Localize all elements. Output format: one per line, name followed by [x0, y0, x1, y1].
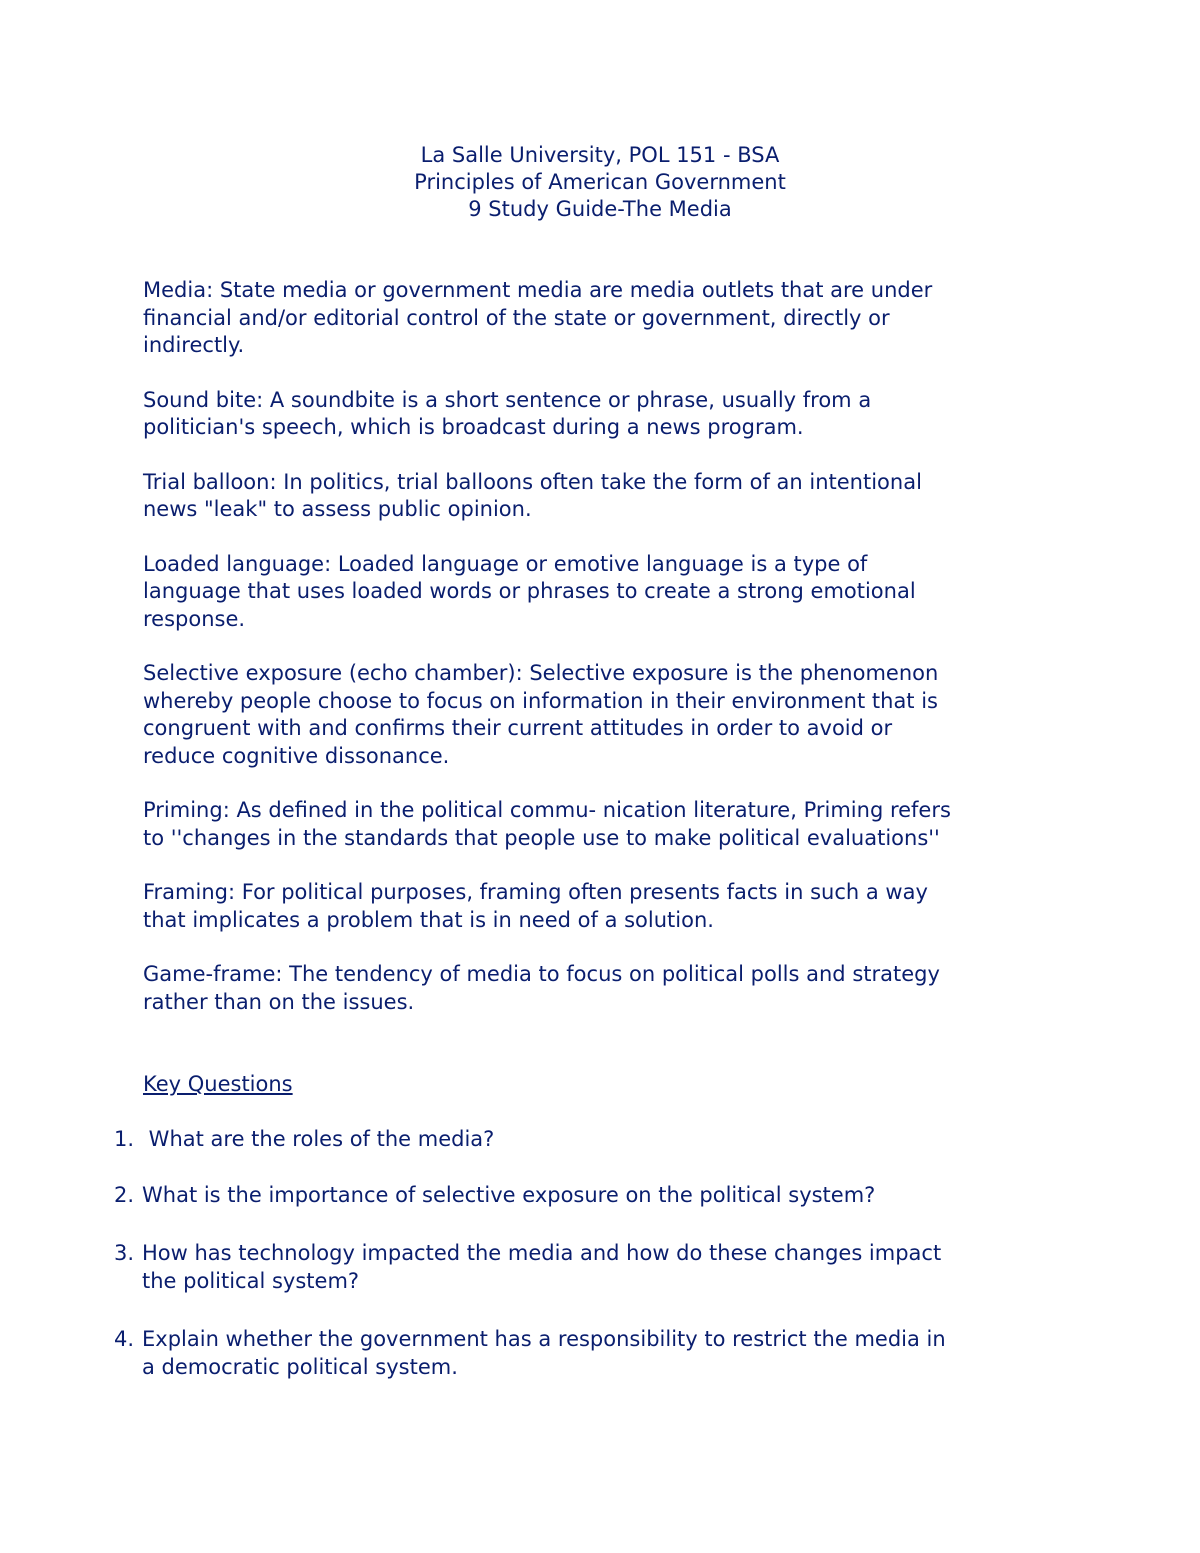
definition-line: that implicates a problem that is in need of a solution.: [143, 907, 714, 932]
definition-game-frame: [143, 961, 1063, 1016]
question-number: 2.: [114, 1182, 135, 1207]
header-university: La Salle University, POL 151 - BSA: [420, 143, 780, 167]
question-text: a democratic political system.: [142, 1354, 458, 1379]
definition-line: Selective exposure (echo chamber): Selective exposure is the phenomenon: [143, 661, 939, 685]
definition-priming: [143, 797, 1063, 852]
header-course-title: Principles of American Government: [414, 170, 786, 194]
question-item: [114, 1326, 1074, 1381]
question-number: 3.: [114, 1241, 135, 1265]
definition-sound-bite: [143, 387, 1063, 442]
definition-line: indirectly.: [143, 333, 245, 357]
definition-line: rather than on the issues.: [143, 989, 415, 1014]
key-questions-list: [114, 1126, 1074, 1381]
definition-line: Priming: As defined in the political commu- nication literature, Priming refers: [143, 798, 951, 822]
definition-line: response.: [143, 606, 246, 631]
question-text: How has technology impacted the media and how do these changes impact: [142, 1241, 942, 1265]
key-questions-heading: Key Questions: [143, 1072, 293, 1096]
question-text: What are the roles of the media?: [142, 1127, 495, 1151]
definition-line: Loaded language: Loaded language or emotive language is a type of: [143, 551, 868, 576]
definition-line: Sound bite: A soundbite is a short sentence or phrase, usually from a: [143, 387, 872, 412]
definition-media: [143, 277, 1063, 360]
header-guide-title: 9 Study Guide-The Media: [468, 197, 732, 221]
question-text: What is the importance of selective exposure on the political system?: [142, 1182, 876, 1207]
question-number: 1.: [114, 1127, 135, 1151]
definition-loaded-language: [143, 551, 1063, 634]
definition-line: whereby people choose to focus on information in their environment that is: [143, 688, 938, 713]
definition-line: language that uses loaded words or phrases to create a strong emotional: [143, 579, 916, 603]
question-text: Explain whether the government has a responsibility to restrict the media in: [142, 1327, 946, 1351]
definition-line: to ''changes in the standards that people use to make political evaluations'': [143, 825, 940, 850]
definition-line: Framing: For political purposes, framing often presents facts in such a way: [143, 880, 928, 904]
question-number: 4.: [114, 1327, 135, 1351]
definition-line: news "leak" to assess public opinion.: [143, 497, 532, 521]
definition-trial-balloon: [143, 469, 1063, 524]
definitions-list: [143, 277, 1063, 1043]
question-item: [114, 1182, 1074, 1210]
definition-line: congruent with and confirms their current attitudes in order to avoid or: [143, 716, 893, 740]
question-item: [114, 1240, 1074, 1295]
definition-line: Game-frame: The tendency of media to focus on political polls and strategy: [143, 962, 940, 986]
question-text: the political system?: [142, 1268, 360, 1293]
definition-line: Media: State media or government media are media outlets that are under: [143, 278, 933, 302]
document-header: [0, 142, 1200, 223]
definition-line: politician's speech, which is broadcast during a news program.: [143, 415, 804, 439]
definition-framing: [143, 879, 1063, 934]
definition-line: financial and/or editorial control of the state or government, directly or: [143, 305, 890, 330]
definition-line: reduce cognitive dissonance.: [143, 743, 450, 768]
definition-line: Trial balloon: In politics, trial balloons often take the form of an intentional: [143, 469, 922, 494]
question-item: [114, 1126, 1074, 1154]
definition-selective-exposure: [143, 660, 1063, 770]
